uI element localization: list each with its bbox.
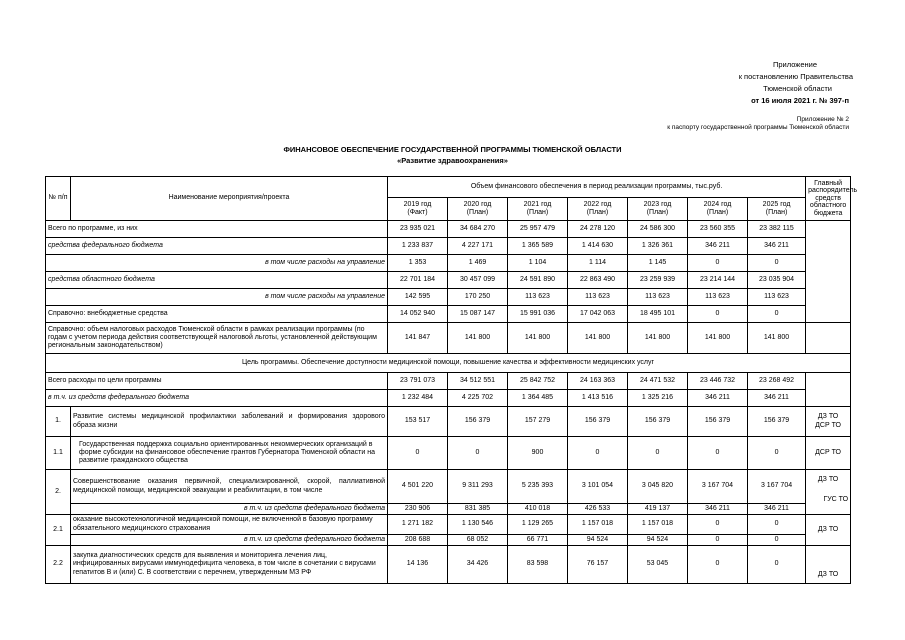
cell-value: 23 268 492 [748, 373, 806, 390]
row-label: Всего по программе, из них [46, 221, 388, 238]
cell-value: 34 426 [448, 546, 508, 584]
cell-value: 156 379 [688, 407, 748, 437]
row-number: 2. [46, 470, 71, 515]
table-row [46, 354, 851, 373]
cell-value: 3 101 054 [568, 470, 628, 504]
cell-value: 34 684 270 [448, 221, 508, 238]
col-name-header: Наименование мероприятия/проекта [71, 177, 388, 221]
cell-value: 1 326 361 [628, 238, 688, 255]
cell-value: 9 311 293 [448, 470, 508, 504]
cell-value: 23 214 144 [688, 272, 748, 289]
cell-value: 156 379 [568, 407, 628, 437]
cell-value: 1 157 018 [628, 515, 688, 535]
row-number: 2.1 [46, 515, 71, 546]
table-row [46, 255, 851, 272]
row-label: Развитие системы медицинской профилактики заболеваний и формирования здорового образа жизни [71, 407, 388, 437]
cell-value: 346 211 [748, 390, 806, 407]
year-header: 2022 год (План) [568, 198, 628, 221]
cell-value: 25 957 479 [508, 221, 568, 238]
cell-value: 113 623 [688, 289, 748, 306]
admin-cell [806, 323, 851, 354]
cell-value: 0 [448, 437, 508, 470]
cell-value: 1 353 [388, 255, 448, 272]
row-number: 1.1 [46, 437, 71, 470]
cell-value: 23 259 939 [628, 272, 688, 289]
col-admin-header: Главный распорядитель средств областного бюджета [806, 177, 851, 221]
cell-value: 34 512 551 [448, 373, 508, 390]
cell-value: 3 167 704 [688, 470, 748, 504]
cell-value: 0 [688, 255, 748, 272]
cell-value: 0 [748, 306, 806, 323]
admin-code-secondary: ГУС ТО [823, 496, 849, 504]
admin-code: ДЗ ТО ДСР ТО [806, 407, 851, 437]
cell-value: 23 382 115 [748, 221, 806, 238]
cell-value: 1 233 837 [388, 238, 448, 255]
cell-value: 157 279 [508, 407, 568, 437]
cell-value: 230 906 [388, 504, 448, 515]
cell-value: 1 469 [448, 255, 508, 272]
admin-code: ДСР ТО [806, 437, 851, 470]
cell-value: 0 [748, 515, 806, 535]
row-label: Совершенствование оказания первичной, специализированной, скорой, паллиативной медицинской помощи, медицинской эвакуации и реабилитации, в том числе [71, 470, 388, 504]
col-num-header: № п/п [46, 177, 71, 221]
cell-value: 142 595 [388, 289, 448, 306]
admin-cell [806, 373, 851, 407]
cell-value: 113 623 [508, 289, 568, 306]
cell-value: 3 167 704 [748, 470, 806, 504]
cell-value: 1 129 265 [508, 515, 568, 535]
cell-value: 1 232 484 [388, 390, 448, 407]
table-row [46, 515, 851, 535]
cell-value: 14 136 [388, 546, 448, 584]
cell-value: 1 145 [628, 255, 688, 272]
cell-value: 141 800 [448, 323, 508, 354]
admin-code: ДЗ ТО [806, 546, 851, 584]
cell-value: 346 211 [748, 504, 806, 515]
cell-value: 156 379 [628, 407, 688, 437]
cell-value: 170 250 [448, 289, 508, 306]
table-row [46, 272, 851, 289]
row-number: 1. [46, 407, 71, 437]
cell-value: 24 586 300 [628, 221, 688, 238]
cell-value: 3 045 820 [628, 470, 688, 504]
cell-value: 0 [688, 546, 748, 584]
cell-value: 1 364 485 [508, 390, 568, 407]
document-title: ФИНАНСОВОЕ ОБЕСПЕЧЕНИЕ ГОСУДАРСТВЕННОЙ ПРОГРАММЫ ТЮМЕНСКОЙ ОБЛАСТИ [283, 145, 622, 154]
cell-value: 22 701 184 [388, 272, 448, 289]
cell-value: 1 325 216 [628, 390, 688, 407]
cell-value: 208 688 [388, 535, 448, 546]
year-header: 2023 год (План) [628, 198, 688, 221]
admin-cell [806, 221, 851, 323]
cell-value: 346 211 [748, 238, 806, 255]
row-label: закупка диагностических средств для выявления и мониторинга лечения лиц, инфицированных вирусами иммунодефицита человека, в том числе в сочетании с вирусами гепатитов В и (или) С. В соответствии с перечнем, утвержденным МЗ РФ [71, 546, 388, 584]
cell-value: 1 130 546 [448, 515, 508, 535]
table-row [46, 238, 851, 255]
appendix-label: Приложение [773, 60, 817, 69]
cell-value: 0 [748, 437, 806, 470]
cell-value: 900 [508, 437, 568, 470]
cell-value: 0 [628, 437, 688, 470]
admin-code-primary: ДЗ ТО [817, 476, 839, 483]
cell-value: 1 414 630 [568, 238, 628, 255]
cell-value: 22 863 490 [568, 272, 628, 289]
year-header: 2025 год (План) [748, 198, 806, 221]
cell-value: 0 [688, 437, 748, 470]
region-name: Тюменской области [763, 84, 832, 93]
cell-value: 4 225 702 [448, 390, 508, 407]
cell-value: 831 385 [448, 504, 508, 515]
cell-value: 23 446 732 [688, 373, 748, 390]
cell-value: 113 623 [568, 289, 628, 306]
cell-value: 1 157 018 [568, 515, 628, 535]
cell-value: 346 211 [688, 390, 748, 407]
table-row [46, 437, 851, 470]
cell-value: 1 271 182 [388, 515, 448, 535]
cell-value: 15 991 036 [508, 306, 568, 323]
cell-value: 76 157 [568, 546, 628, 584]
financing-table [45, 176, 858, 584]
row-label: Справочно: объем налоговых расходов Тюменской области в рамках реализации программы (по годам с учетом периода действия соответствующей налоговой льготы, установленной действующим региональным законодательством) [46, 323, 388, 354]
row-label: в т.ч. из средств федерального бюджета [71, 535, 388, 546]
cell-value: 141 800 [628, 323, 688, 354]
appendix2-label: Приложение № 2 [796, 116, 849, 123]
row-label: в т.ч. из средств федерального бюджета [71, 504, 388, 515]
row-label: в том числе расходы на управление [46, 255, 388, 272]
cell-value: 0 [388, 437, 448, 470]
admin-code [806, 470, 851, 515]
decree-reference: к постановлению Правительства [738, 72, 853, 81]
cell-value: 0 [568, 437, 628, 470]
cell-value: 141 800 [688, 323, 748, 354]
cell-value: 113 623 [628, 289, 688, 306]
cell-value: 141 800 [568, 323, 628, 354]
table-row [46, 306, 851, 323]
cell-value: 83 598 [508, 546, 568, 584]
cell-value: 419 137 [628, 504, 688, 515]
table-row [46, 407, 851, 437]
cell-value: 23 035 904 [748, 272, 806, 289]
cell-value: 25 842 752 [508, 373, 568, 390]
row-label: Государственная поддержка социально ориентированных некоммерческих организаций в форме субсидии на финансовое обеспечение грантов Губернатора Тюменской области на развитие гражданского общества [71, 437, 388, 470]
admin-code: ДЗ ТО [806, 515, 851, 546]
cell-value: 141 847 [388, 323, 448, 354]
table-row [46, 221, 851, 238]
cell-value: 4 501 220 [388, 470, 448, 504]
row-label: средства областного бюджета [46, 272, 388, 289]
table-row [46, 546, 851, 584]
cell-value: 0 [748, 255, 806, 272]
cell-value: 24 591 890 [508, 272, 568, 289]
cell-value: 1 104 [508, 255, 568, 272]
cell-value: 68 052 [448, 535, 508, 546]
program-goal: Цель программы. Обеспечение доступности медицинской помощи, повышение качества и эффективности медицинских услуг [46, 354, 851, 373]
table-row [46, 535, 851, 546]
cell-value: 141 800 [748, 323, 806, 354]
cell-value: 153 517 [388, 407, 448, 437]
table-row [46, 289, 851, 306]
cell-value: 94 524 [628, 535, 688, 546]
col-volume-header: Объем финансового обеспечения в период реализации программы, тыс.руб. [388, 177, 806, 198]
decree-date-number: от 16 июля 2021 г. № 397-п [751, 96, 849, 105]
cell-value: 24 278 120 [568, 221, 628, 238]
cell-value: 0 [748, 546, 806, 584]
cell-value: 4 227 171 [448, 238, 508, 255]
cell-value: 0 [748, 535, 806, 546]
cell-value: 0 [688, 306, 748, 323]
table-row [46, 390, 851, 407]
cell-value: 156 379 [748, 407, 806, 437]
cell-value: 30 457 099 [448, 272, 508, 289]
cell-value: 66 771 [508, 535, 568, 546]
cell-value: 346 211 [688, 238, 748, 255]
passport-reference: к паспорту государственной программы Тюменской области [667, 124, 849, 131]
row-label: в т.ч. из средств федерального бюджета [46, 390, 388, 407]
cell-value: 24 471 532 [628, 373, 688, 390]
row-label: Справочно: внебюджетные средства [46, 306, 388, 323]
year-header: 2024 год (План) [688, 198, 748, 221]
cell-value: 410 018 [508, 504, 568, 515]
cell-value: 23 791 073 [388, 373, 448, 390]
year-header: 2019 год (Факт) [388, 198, 448, 221]
year-header: 2021 год (План) [508, 198, 568, 221]
cell-value: 23 935 021 [388, 221, 448, 238]
cell-value: 94 524 [568, 535, 628, 546]
cell-value: 18 495 101 [628, 306, 688, 323]
cell-value: 0 [688, 535, 748, 546]
cell-value: 23 560 355 [688, 221, 748, 238]
cell-value: 0 [688, 515, 748, 535]
row-label: средства федерального бюджета [46, 238, 388, 255]
row-number: 2.2 [46, 546, 71, 584]
cell-value: 15 087 147 [448, 306, 508, 323]
cell-value: 156 379 [448, 407, 508, 437]
table-row [46, 504, 851, 515]
cell-value: 346 211 [688, 504, 748, 515]
table-row [46, 373, 851, 390]
row-label: в том числе расходы на управление [46, 289, 388, 306]
row-label: оказание высокотехнологичной медицинской помощи, не включенной в базовую программу обязательного медицинского страхования [71, 515, 388, 535]
table-row [46, 323, 851, 354]
cell-value: 426 533 [568, 504, 628, 515]
program-name: «Развитие здравоохранения» [397, 156, 508, 165]
cell-value: 14 052 940 [388, 306, 448, 323]
table-row [46, 470, 851, 504]
cell-value: 1 114 [568, 255, 628, 272]
row-label: Всего расходы по цели программы [46, 373, 388, 390]
cell-value: 17 042 063 [568, 306, 628, 323]
cell-value: 1 365 589 [508, 238, 568, 255]
cell-value: 53 045 [628, 546, 688, 584]
cell-value: 141 800 [508, 323, 568, 354]
cell-value: 113 623 [748, 289, 806, 306]
cell-value: 1 413 516 [568, 390, 628, 407]
cell-value: 5 235 393 [508, 470, 568, 504]
year-header: 2020 год (План) [448, 198, 508, 221]
cell-value: 24 163 363 [568, 373, 628, 390]
